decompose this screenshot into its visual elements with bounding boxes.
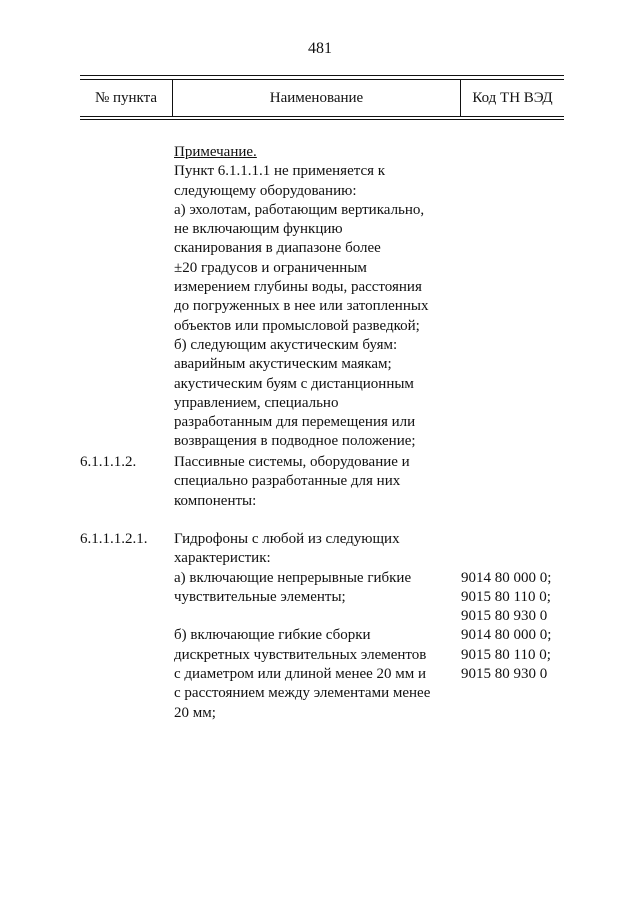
- page-number: 481: [308, 40, 332, 57]
- note-line: б) следующим акустическим буям:: [174, 336, 398, 353]
- subitem-line: чувствительные элементы;: [174, 588, 346, 605]
- note-line: разработанным для перемещения или: [174, 414, 416, 431]
- note-line: а) эхолотам, работающим вертикально,: [174, 201, 425, 218]
- code-value: 9015 80 930 0: [461, 666, 548, 683]
- table-top-rule: [80, 75, 564, 76]
- note-line: не включающим функцию: [174, 221, 343, 238]
- item-number: 6.1.1.1.2.: [80, 454, 137, 470]
- note-block: [174, 143, 428, 452]
- subitem-line: 20 мм;: [174, 704, 216, 721]
- item-line: Гидрофоны с любой из следующих: [174, 531, 400, 547]
- code-value: 9014 80 000 0;: [461, 627, 552, 644]
- code-value: 9014 80 000 0;: [461, 569, 552, 586]
- note-line: следующему оборудованию:: [174, 182, 357, 199]
- code-value: 9015 80 110 0;: [461, 588, 551, 605]
- note-line: управлением, специально: [174, 394, 339, 411]
- code-list: [461, 569, 551, 685]
- note-line: объектов или промысловой разведкой;: [174, 317, 420, 334]
- header-col-number: № пункта: [94, 90, 158, 106]
- code-value: 9015 80 930 0: [461, 608, 548, 625]
- code-value: 9015 80 110 0;: [461, 646, 551, 663]
- item-line: компоненты:: [174, 492, 257, 509]
- item-name: [174, 453, 410, 511]
- note-title: Примечание.: [174, 144, 257, 160]
- note-line: Пункт 6.1.1.1.1 не применяется к: [174, 163, 386, 180]
- table-top-rule-inner: [80, 79, 564, 80]
- header-col-name: Наименование: [269, 90, 364, 106]
- subitem-line: б) включающие гибкие сборки: [174, 627, 371, 644]
- note-line: возвращения в подводное положение;: [174, 433, 416, 450]
- subitem-line: а) включающие непрерывные гибкие: [174, 569, 412, 586]
- header-col-code: Код ТН ВЭД: [472, 90, 553, 106]
- note-line: до погруженных в нее или затопленных: [174, 298, 429, 315]
- note-line: измерением глубины воды, расстояния: [174, 279, 422, 296]
- subitem-line: с расстоянием между элементами менее: [174, 685, 431, 702]
- subitem-line: дискретных чувствительных элементов: [174, 646, 427, 663]
- note-line: акустическим буям с дистанционным: [174, 375, 414, 392]
- table-header-bottom-rule: [80, 116, 564, 117]
- item-line: специально разработанные для них: [174, 473, 401, 490]
- item-name: [174, 530, 430, 723]
- note-line: сканирования в диапазоне более: [174, 240, 381, 257]
- note-line: аварийным акустическим маякам;: [174, 356, 392, 373]
- spacer-line: [174, 607, 430, 626]
- item-line: характеристик:: [174, 550, 271, 567]
- table-header-bottom-rule-inner: [80, 119, 564, 120]
- item-line: Пассивные системы, оборудование и: [174, 454, 410, 470]
- item-number: 6.1.1.1.2.1.: [80, 531, 148, 547]
- subitem-line: с диаметром или длиной менее 20 мм и: [174, 666, 427, 683]
- note-line: ±20 градусов и ограниченным: [174, 259, 367, 276]
